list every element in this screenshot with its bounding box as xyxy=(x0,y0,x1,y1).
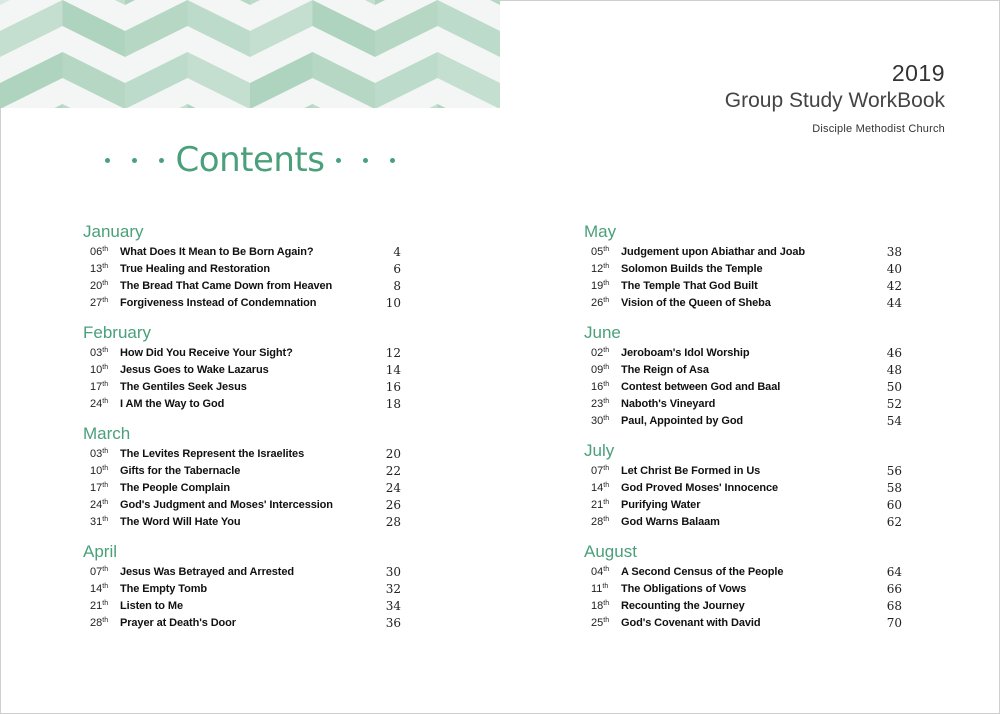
entry-page-number: 46 xyxy=(886,345,902,360)
day-suffix: th xyxy=(102,262,109,270)
entry-date xyxy=(83,347,120,359)
month-section xyxy=(584,222,904,311)
entry-title: How Did You Receive Your Sight? xyxy=(120,346,293,359)
entry-day: 14 xyxy=(90,582,103,595)
month-section xyxy=(584,323,904,429)
entry-day: 21 xyxy=(90,599,103,612)
entry-date xyxy=(83,583,120,595)
month-section xyxy=(584,441,904,530)
entry-page-number: 34 xyxy=(385,598,401,613)
entry-title: A Second Census of the People xyxy=(621,565,784,578)
toc-left-column xyxy=(83,222,403,643)
entry-title: Solomon Builds the Temple xyxy=(621,262,763,275)
entry-day: 13 xyxy=(90,262,103,275)
toc-entry[interactable] xyxy=(83,513,403,530)
entry-page-number: 10 xyxy=(385,295,401,310)
entry-day: 06 xyxy=(90,245,103,258)
day-suffix: th xyxy=(102,397,109,405)
workbook-title: Group Study WorkBook xyxy=(724,89,945,112)
day-suffix: th xyxy=(603,296,610,304)
toc-entry[interactable] xyxy=(83,344,403,361)
day-suffix: th xyxy=(603,464,610,472)
toc-right-column xyxy=(584,222,904,643)
toc-entry[interactable] xyxy=(83,614,403,631)
entry-day: 28 xyxy=(90,616,103,629)
month-title: July xyxy=(584,441,615,460)
entry-page-number: 70 xyxy=(886,615,902,630)
dot-ornament xyxy=(336,158,341,163)
day-suffix: th xyxy=(603,279,610,287)
entry-day: 27 xyxy=(90,296,103,309)
entry-day: 09 xyxy=(591,363,604,376)
toc-entry[interactable] xyxy=(83,462,403,479)
dot-ornament xyxy=(132,158,137,163)
entry-date xyxy=(584,263,621,275)
entry-day: 19 xyxy=(591,279,604,292)
entry-date xyxy=(83,297,120,309)
toc-entry[interactable] xyxy=(83,496,403,513)
entry-page-number: 6 xyxy=(393,261,401,276)
entry-day: 21 xyxy=(591,498,604,511)
entry-title: Paul, Appointed by God xyxy=(621,414,744,427)
day-suffix: th xyxy=(603,380,610,388)
day-suffix: th xyxy=(102,464,109,472)
entry-page-number: 22 xyxy=(385,463,401,478)
entry-page-number: 18 xyxy=(385,396,401,411)
entry-page-number: 54 xyxy=(886,413,902,428)
entry-day: 26 xyxy=(591,296,604,309)
day-suffix: th xyxy=(102,481,109,489)
toc-entry[interactable] xyxy=(584,378,904,395)
day-suffix: th xyxy=(603,397,610,405)
entry-title: The Reign of Asa xyxy=(621,363,709,376)
day-suffix: th xyxy=(102,279,109,287)
day-suffix: th xyxy=(603,346,610,354)
toc-entry[interactable] xyxy=(584,243,904,260)
month-section xyxy=(83,542,403,631)
entry-page-number: 52 xyxy=(886,396,902,411)
toc-entry[interactable] xyxy=(83,445,403,462)
entry-day: 05 xyxy=(591,245,604,258)
entry-page-number: 56 xyxy=(886,463,902,478)
entry-date xyxy=(584,516,621,528)
entry-page-number: 60 xyxy=(886,497,902,512)
toc-entry[interactable] xyxy=(83,597,403,614)
entry-day: 31 xyxy=(90,515,103,528)
toc-entry[interactable] xyxy=(584,395,904,412)
day-suffix: th xyxy=(102,515,109,523)
day-suffix: th xyxy=(603,363,610,371)
entry-title: The Temple That God Built xyxy=(621,279,758,292)
entry-page-number: 8 xyxy=(393,278,401,293)
entry-date xyxy=(584,415,621,427)
toc-entry[interactable] xyxy=(83,479,403,496)
entry-date xyxy=(83,364,120,376)
month-title: April xyxy=(83,542,118,561)
toc-entry[interactable] xyxy=(584,479,904,496)
entry-date xyxy=(584,617,621,629)
entry-title: Forgiveness Instead of Condemnation xyxy=(120,296,317,309)
entry-date xyxy=(83,465,120,477)
day-suffix: th xyxy=(102,346,109,354)
toc-entry[interactable] xyxy=(584,580,904,597)
entry-date xyxy=(83,448,120,460)
entry-page-number: 38 xyxy=(886,244,902,259)
dot-ornament xyxy=(105,158,110,163)
entry-page-number: 20 xyxy=(385,446,401,461)
entry-date xyxy=(83,280,120,292)
contents-title: Contents xyxy=(175,140,325,180)
entry-date xyxy=(83,617,120,629)
toc-entry[interactable] xyxy=(584,412,904,429)
entry-day: 11 xyxy=(591,582,603,595)
dot-ornament xyxy=(159,158,164,163)
entry-title: Prayer at Death's Door xyxy=(120,616,236,629)
entry-day: 12 xyxy=(591,262,604,275)
year-title: 2019 xyxy=(891,60,945,86)
entry-page-number: 66 xyxy=(886,581,902,596)
entry-page-number: 4 xyxy=(393,244,401,259)
toc-entry[interactable] xyxy=(83,294,403,311)
entry-title: Jeroboam's Idol Worship xyxy=(621,346,750,359)
entry-title: True Healing and Restoration xyxy=(120,262,271,275)
entry-page-number: 64 xyxy=(886,564,902,579)
entry-title: The Word Will Hate You xyxy=(120,515,241,528)
toc-entry[interactable] xyxy=(83,260,403,277)
entry-page-number: 14 xyxy=(385,362,401,377)
day-suffix: th xyxy=(102,599,109,607)
entry-day: 10 xyxy=(90,464,103,477)
entry-page-number: 30 xyxy=(385,564,401,579)
entry-date xyxy=(584,600,621,612)
entry-date xyxy=(83,499,120,511)
toc-entry[interactable] xyxy=(584,277,904,294)
entry-day: 20 xyxy=(90,279,103,292)
entry-title: Vision of the Queen of Sheba xyxy=(621,296,771,309)
entry-title: Contest between God and Baal xyxy=(621,380,781,393)
entry-day: 24 xyxy=(90,397,103,410)
day-suffix: th xyxy=(102,380,109,388)
entry-date xyxy=(83,398,120,410)
entry-date xyxy=(83,516,120,528)
entry-page-number: 42 xyxy=(886,278,902,293)
toc-entry[interactable] xyxy=(584,462,904,479)
entry-date xyxy=(584,583,621,595)
entry-title: The Gentiles Seek Jesus xyxy=(120,380,247,393)
entry-date xyxy=(83,246,120,258)
entry-day: 14 xyxy=(591,481,604,494)
entry-date xyxy=(584,246,621,258)
day-suffix: th xyxy=(603,262,610,270)
month-section xyxy=(83,222,403,311)
entry-day: 02 xyxy=(591,346,604,359)
entry-day: 03 xyxy=(90,447,103,460)
entry-date xyxy=(83,263,120,275)
day-suffix: th xyxy=(102,616,109,624)
entry-day: 04 xyxy=(591,565,604,578)
entry-date xyxy=(83,600,120,612)
entry-title: Purifying Water xyxy=(621,498,701,511)
entry-date xyxy=(584,297,621,309)
month-title: August xyxy=(584,542,637,561)
entry-page-number: 26 xyxy=(385,497,401,512)
toc-entry[interactable] xyxy=(584,260,904,277)
entry-day: 07 xyxy=(591,464,604,477)
entry-page-number: 40 xyxy=(886,261,902,276)
entry-page-number: 50 xyxy=(886,379,902,394)
entry-title: The People Complain xyxy=(120,481,230,494)
day-suffix: th xyxy=(102,296,109,304)
month-section xyxy=(83,323,403,412)
day-suffix: th xyxy=(602,582,609,590)
entry-page-number: 16 xyxy=(385,379,401,394)
day-suffix: th xyxy=(603,565,610,573)
toc-entry[interactable] xyxy=(584,614,904,631)
entry-title: I AM the Way to God xyxy=(120,397,225,410)
entry-title: Listen to Me xyxy=(120,599,183,612)
entry-day: 18 xyxy=(591,599,604,612)
toc-entry[interactable] xyxy=(83,378,403,395)
entry-page-number: 68 xyxy=(886,598,902,613)
month-title: March xyxy=(83,424,131,443)
entry-page-number: 58 xyxy=(886,480,902,495)
chevron-banner xyxy=(0,0,500,108)
day-suffix: th xyxy=(603,245,610,253)
entry-date xyxy=(83,381,120,393)
entry-title: The Levites Represent the Israelites xyxy=(120,447,305,460)
entry-title: The Obligations of Vows xyxy=(621,582,747,595)
toc-entry[interactable] xyxy=(83,277,403,294)
entry-title: Judgement upon Abiathar and Joab xyxy=(621,245,806,258)
month-title: February xyxy=(83,323,152,342)
entry-title: Naboth's Vineyard xyxy=(621,397,716,410)
entry-day: 23 xyxy=(591,397,604,410)
entry-day: 07 xyxy=(90,565,103,578)
day-suffix: th xyxy=(102,447,109,455)
day-suffix: th xyxy=(102,363,109,371)
day-suffix: th xyxy=(603,599,610,607)
toc-entry[interactable] xyxy=(83,563,403,580)
entry-page-number: 24 xyxy=(385,480,401,495)
dot-ornament xyxy=(390,158,395,163)
entry-title: God's Covenant with David xyxy=(621,616,761,629)
month-section xyxy=(584,542,904,631)
day-suffix: th xyxy=(603,481,610,489)
entry-day: 17 xyxy=(90,380,103,393)
entry-date xyxy=(584,398,621,410)
entry-title: God Warns Balaam xyxy=(621,515,720,528)
entry-page-number: 44 xyxy=(886,295,902,310)
day-suffix: th xyxy=(102,498,109,506)
entry-date xyxy=(83,482,120,494)
entry-date xyxy=(584,381,621,393)
entry-title: The Empty Tomb xyxy=(120,582,208,595)
entry-date xyxy=(584,566,621,578)
left-dots xyxy=(105,158,164,163)
month-title: January xyxy=(83,222,144,241)
entry-date xyxy=(584,280,621,292)
dot-ornament xyxy=(363,158,368,163)
toc-entry[interactable] xyxy=(584,344,904,361)
entry-page-number: 28 xyxy=(385,514,401,529)
entry-title: God's Judgment and Moses' Intercession xyxy=(120,498,333,511)
entry-day: 17 xyxy=(90,481,103,494)
entry-date xyxy=(584,347,621,359)
entry-title: Recounting the Journey xyxy=(621,599,745,612)
toc-entry[interactable] xyxy=(83,243,403,260)
day-suffix: th xyxy=(102,565,109,573)
entry-title: Let Christ Be Formed in Us xyxy=(621,464,761,477)
month-section xyxy=(83,424,403,530)
toc-entry[interactable] xyxy=(584,496,904,513)
day-suffix: th xyxy=(603,515,610,523)
entry-page-number: 12 xyxy=(385,345,401,360)
entry-day: 25 xyxy=(591,616,604,629)
month-title: May xyxy=(584,222,617,241)
toc-entry[interactable] xyxy=(83,580,403,597)
entry-day: 16 xyxy=(591,380,604,393)
entry-page-number: 32 xyxy=(385,581,401,596)
entry-title: God Proved Moses' Innocence xyxy=(621,481,779,494)
toc-entry[interactable] xyxy=(83,395,403,412)
day-suffix: th xyxy=(603,414,610,422)
entry-date xyxy=(584,364,621,376)
entry-day: 24 xyxy=(90,498,103,511)
entry-title: Jesus Was Betrayed and Arrested xyxy=(120,565,294,578)
entry-title: What Does It Mean to Be Born Again? xyxy=(120,245,314,258)
entry-date xyxy=(83,566,120,578)
entry-date xyxy=(584,499,621,511)
toc-entry[interactable] xyxy=(584,361,904,378)
entry-day: 03 xyxy=(90,346,103,359)
entry-title: The Bread That Came Down from Heaven xyxy=(120,279,333,292)
church-name: Disciple Methodist Church xyxy=(812,123,945,135)
entry-page-number: 48 xyxy=(886,362,902,377)
entry-date xyxy=(584,482,621,494)
day-suffix: th xyxy=(603,616,610,624)
entry-title: Gifts for the Tabernacle xyxy=(120,464,241,477)
entry-date xyxy=(584,465,621,477)
month-title: June xyxy=(584,323,621,342)
entry-page-number: 62 xyxy=(886,514,902,529)
day-suffix: th xyxy=(102,245,109,253)
toc-entry[interactable] xyxy=(584,513,904,530)
toc-entry[interactable] xyxy=(584,597,904,614)
entry-title: Jesus Goes to Wake Lazarus xyxy=(120,363,269,376)
toc-entry[interactable] xyxy=(584,563,904,580)
entry-page-number: 36 xyxy=(385,615,401,630)
toc-entry[interactable] xyxy=(584,294,904,311)
entry-day: 10 xyxy=(90,363,103,376)
contents-heading xyxy=(100,138,400,182)
day-suffix: th xyxy=(603,498,610,506)
entry-day: 28 xyxy=(591,515,604,528)
header-block xyxy=(725,60,945,135)
day-suffix: th xyxy=(102,582,109,590)
entry-day: 30 xyxy=(591,414,604,427)
right-dots xyxy=(336,158,395,163)
toc-entry[interactable] xyxy=(83,361,403,378)
